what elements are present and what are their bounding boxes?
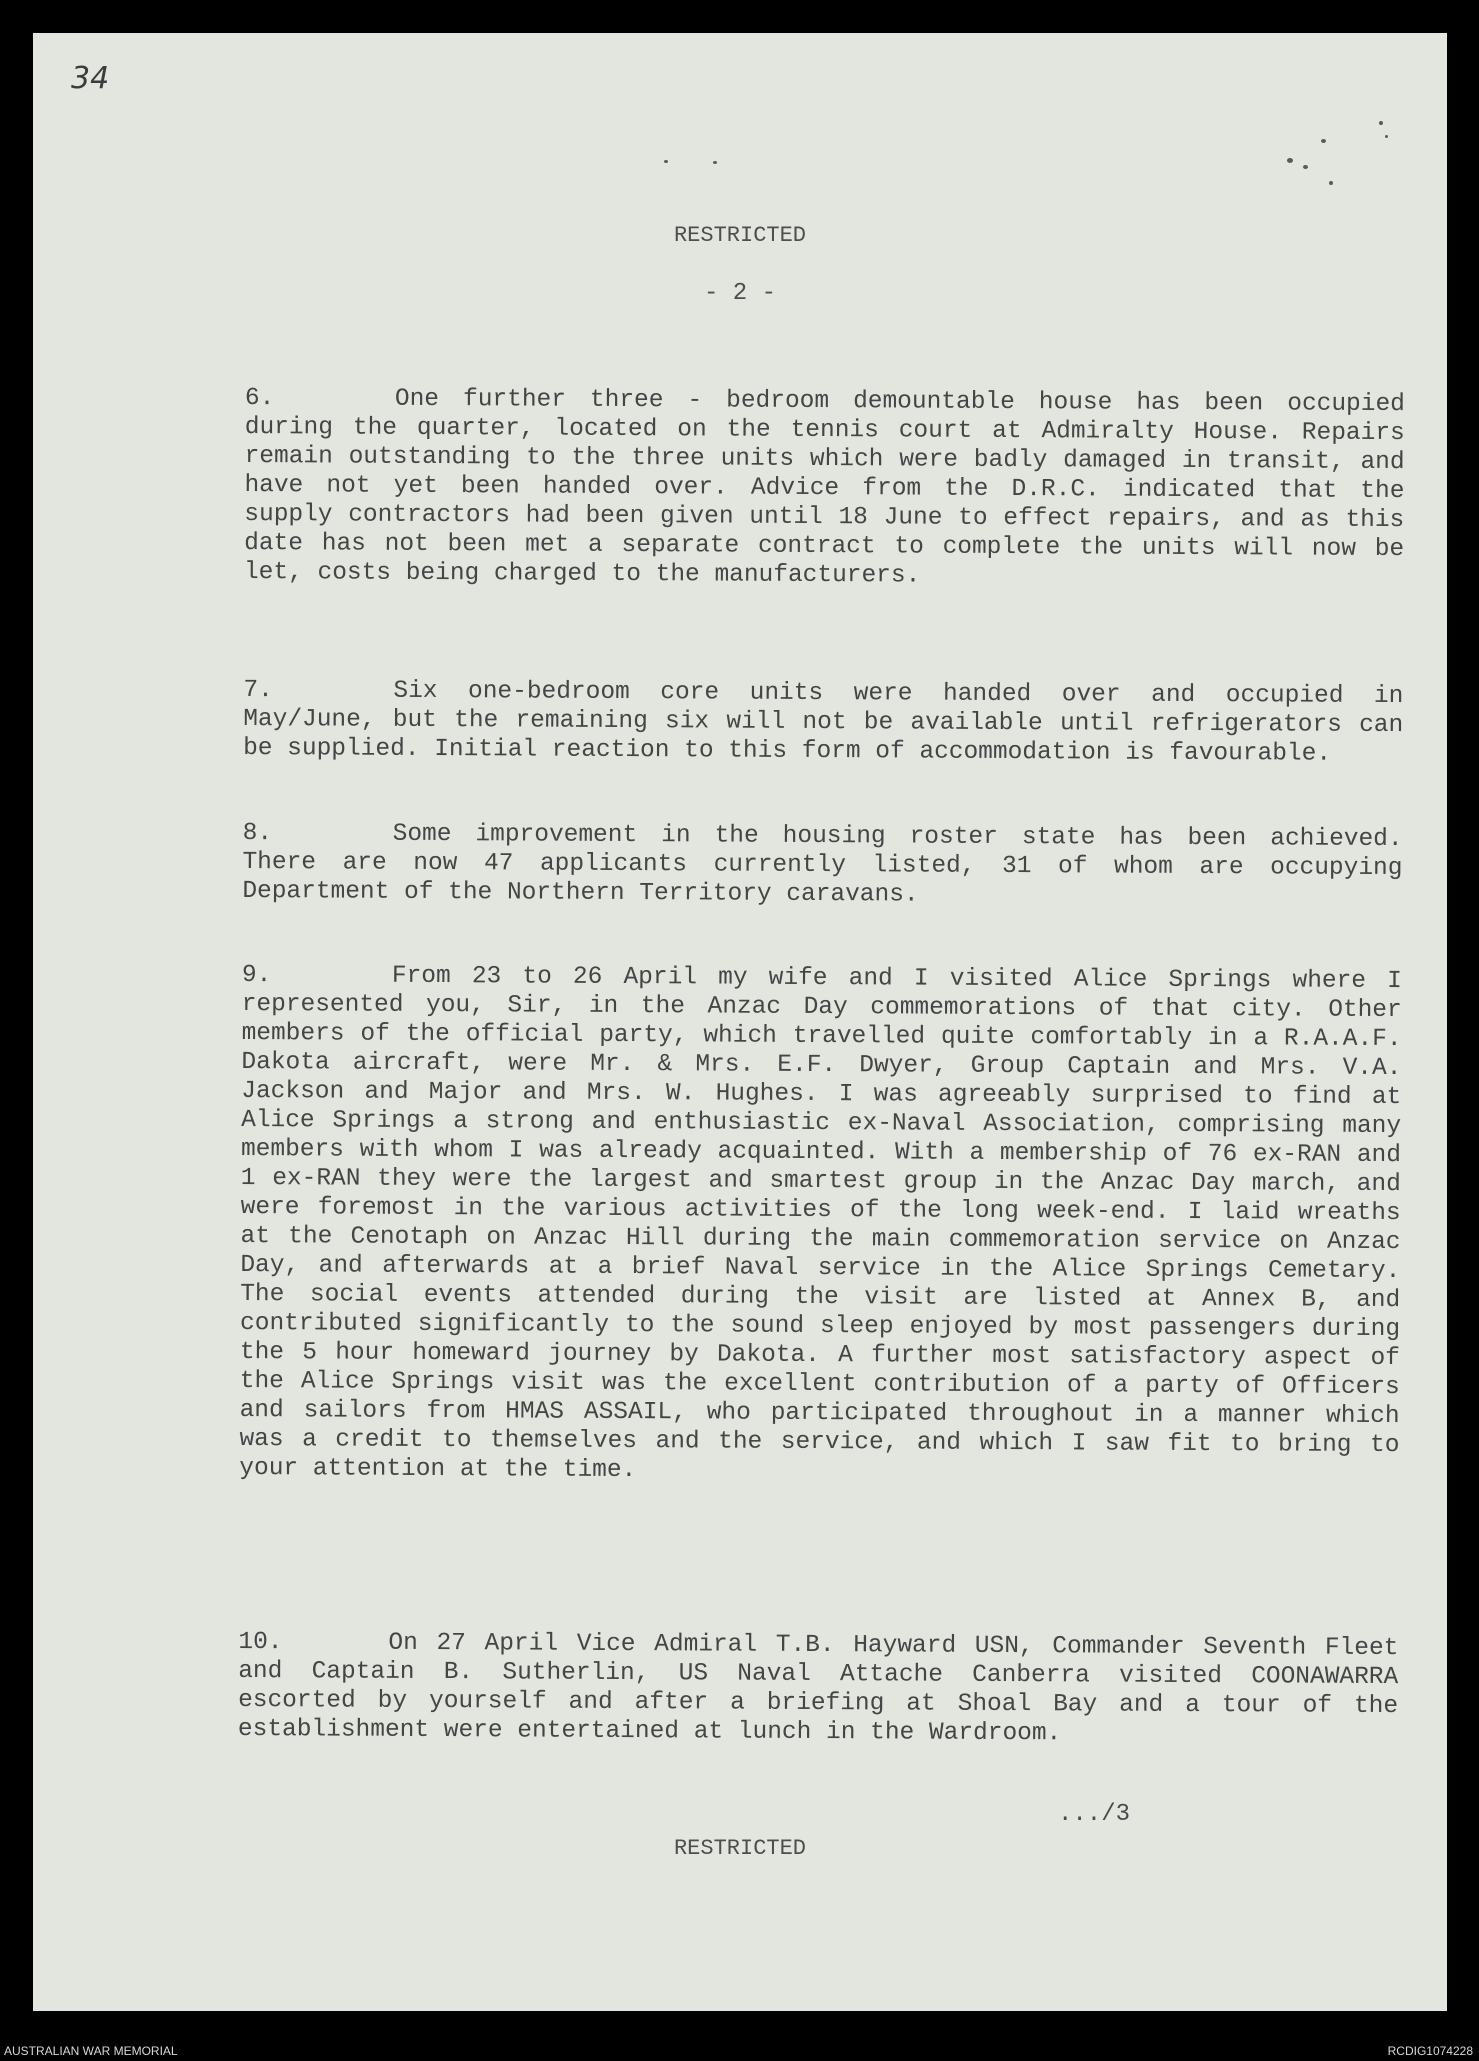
paragraph-number: 6. — [244, 385, 275, 413]
header-page-number: - 2 - — [703, 280, 776, 307]
paragraph-6 — [244, 384, 1405, 593]
paragraph-text: One further three - bedroom demountable house has been occupied during the quarter, located on the tennis court at Admiralty House. Repairs remain outstanding to the three units which were badly damaged in transit, and have not yet been handed over. Advice from the D.R.C. indicated that the supply contractors had been given until 18 June to effect repairs, and as this date has not been met a separate contract to complete the units will now be let, costs being charged to the manufacturers. — [243, 385, 1405, 590]
paragraph-10 — [238, 1628, 1399, 1750]
paragraph-number: 10. — [238, 1628, 283, 1657]
document-body — [237, 384, 1405, 1748]
paragraph-text: From 23 to 26 April my wife and I visited Alice Springs where I represented you, Sir, in the Anzac Day commemorations of that city. Other members of the official party, which travelled quite comfortably in a R.A.A.F. Dakota aircraft, were Mr. & Mrs. E.F. Dwyer, Group Captain and Mrs. V.A. Jackson and Major and Mrs. W. Hughes. I was agreeably surprised to find at Alice Springs a strong and enthusiastic ex-Naval Association, comprising many members with whom I was already acquainted. With a membership of 76 ex-RAN and 1 ex-RAN they were the largest and smartest group in the Anzac Day march, and were foremost in the various activities of the long week-end. I laid wreaths at the Cenotaph on Anzac Hill during the main commemoration service on Anzac Day, and afterwards at a brief Naval service in the Alice Springs Cemetary. The social events attended during the visit are listed at Annex B, and contributed significantly to the sound sleep enjoyed by most passengers during the 5 hour homeward journey by Dakota. A further most satisfactory aspect of the Alice Springs visit was the excellent contribution of a party of Officers and sailors from HMAS ASSAIL, who participated throughout in a manner which was a credit to themselves and the service, and which I saw fit to bring to your attention at the time. — [239, 962, 1402, 1485]
archive-strip — [0, 2041, 1479, 2061]
handwritten-page-number: 34 — [71, 61, 110, 96]
document-page — [33, 33, 1447, 2011]
footer-classification: RESTRICTED — [673, 1836, 807, 1861]
paragraph-7 — [243, 676, 1403, 769]
paragraph-number: 8. — [242, 819, 273, 848]
paragraph-9 — [239, 961, 1402, 1489]
archive-name: AUSTRALIAN WAR MEMORIAL — [4, 2044, 178, 2058]
paragraph-number: 9. — [241, 961, 272, 990]
archive-id: RCDIG1074228 — [1387, 2044, 1473, 2058]
paragraph-text: Some improvement in the housing roster state has been achieved. There are now 47 applicants currently listed, 31 of whom are occupying Department of the Northern Territory caravans. — [242, 820, 1403, 909]
paragraph-text: On 27 April Vice Admiral T.B. Hayward USN, Commander Seventh Fleet and Captain B. Sutherlin, US Naval Attache Canberra visited COONAWARRA escorted by yourself and after a briefing at Shoal Bay and a tour of the establishment were entertained at lunch in the Wardroom. — [237, 1629, 1399, 1748]
paragraph-text: Six one-bedroom core units were handed over and occupied in May/June, but the remaining six will not be available until refrigerators can be supplied. Initial reaction to this form of accommodation is favourable. — [243, 677, 1404, 768]
continuation-marker: .../3 — [1058, 1801, 1131, 1828]
paragraph-8 — [242, 819, 1402, 912]
paragraph-number: 7. — [243, 676, 273, 705]
header-classification: RESTRICTED — [673, 223, 807, 248]
